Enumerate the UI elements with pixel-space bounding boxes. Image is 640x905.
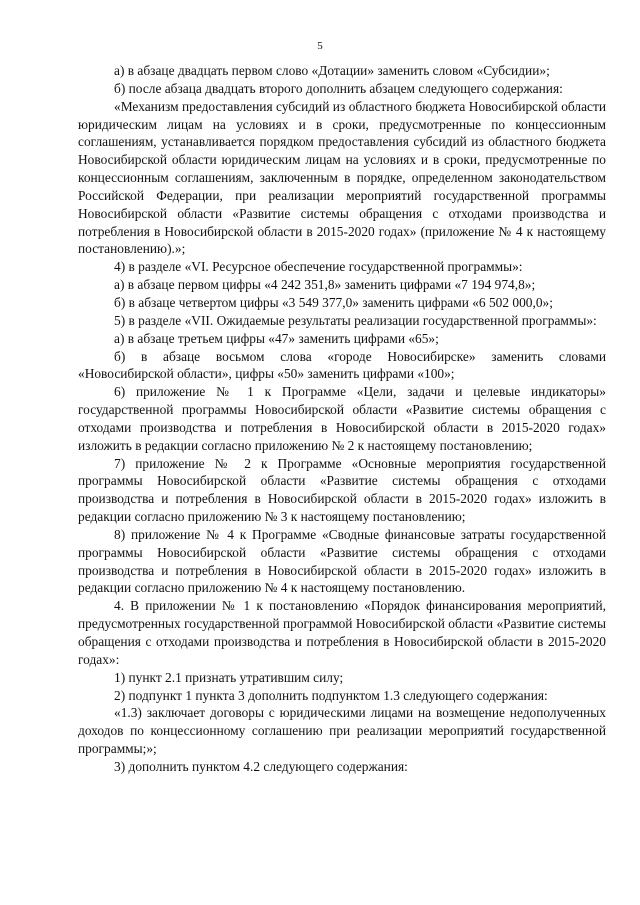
paragraph-8: а) в абзаце третьем цифры «47» заменить цифрами «65»; [114, 330, 439, 346]
paragraph-16: «1.3) заключает договоры с юридическими лицами на возмещение недополученных доходов по концессионному соглашению при реализации мероприятий государственной программы;»; [78, 705, 606, 757]
paragraph-13: 4. В приложении № 1 к постановлению «Порядок финансирования мероприятий, предусмотренных государственной программой Новосибирской области «Развитие системы обращения с отходами производства и потребления в Новосибирской области в 2015-2020 годах»: [78, 598, 606, 667]
paragraph-6: б) в абзаце четвертом цифры «3 549 377,0» заменить цифрами «6 502 000,0»; [114, 294, 553, 310]
paragraph-10: 6) приложение № 1 к Программе «Цели, задачи и целевые индикаторы» государственной программы Новосибирской области «Развитие системы обращения с отходами производства и потребления в Новосибирской области в 2015-2020 годах» изложить в редакции согласно приложению № 2 к настоящему постановлению; [78, 384, 606, 453]
paragraph-15: 2) подпункт 1 пункта 3 дополнить подпунктом 1.3 следующего содержания: [114, 687, 548, 703]
paragraph-4: 4) в разделе «VI. Ресурсное обеспечение государственной программы»: [114, 259, 523, 275]
paragraph-1: а) в абзаце двадцать первом слово «Дотации» заменить словом «Субсидии»; [114, 63, 550, 78]
paragraph-12: 8) приложение № 4 к Программе «Сводные финансовые затраты государственной программы Новосибирской области «Развитие системы обращения с отходами производства и потребления в Новосибирской области в 2015-2020 годах» изложить в редакции согласно приложению № 4 к настоящему постановлению. [78, 526, 606, 596]
document-body [78, 62, 606, 776]
paragraph-14: 1) пункт 2.1 признать утратившим силу; [114, 669, 344, 685]
page-number: 5 [317, 40, 323, 52]
paragraph-11: 7) приложение № 2 к Программе «Основные мероприятия государственной программы Новосибирской области «Развитие системы обращения с отходами производства и потребления в Новосибирской области в 2015-2020 годах» изложить в редакции согласно приложению № 3 к настоящему постановлению; [78, 455, 606, 525]
paragraph-7: 5) в разделе «VII. Ожидаемые результаты реализации государственной программы»: [114, 312, 597, 328]
paragraph-9: б) в абзаце восьмом слова «городе Новосибирске» заменить словами «Новосибирской области», цифры «50» заменить цифрами «100»; [78, 348, 606, 382]
paragraph-17: 3) дополнить пунктом 4.2 следующего содержания: [114, 758, 408, 774]
paragraph-3: «Механизм предоставления субсидий из областного бюджета Новосибирской области юридическим лицам на условиях и в сроки, предусмотренные по концессионным соглашениям, устанавливается порядком предоставления субсидий из областного бюджета Новосибирской области юридическим лицам на условиях и в сроки, предусмотренные по концессионным соглашениям, заключенным в порядке, определенном законодательством Российской Федерации, при реализации мероприятий государственной программы Новосибирской области «Развитие системы обращения с отходами производства и потребления в Новосибирской области в 2015-2020 годах» (приложение № 4 к настоящему постановлению).»; [78, 98, 606, 257]
paragraph-2: б) после абзаца двадцать второго дополнить абзацем следующего содержания: [114, 80, 563, 96]
paragraph-5: а) в абзаце первом цифры «4 242 351,8» заменить цифрами «7 194 974,8»; [114, 277, 536, 293]
